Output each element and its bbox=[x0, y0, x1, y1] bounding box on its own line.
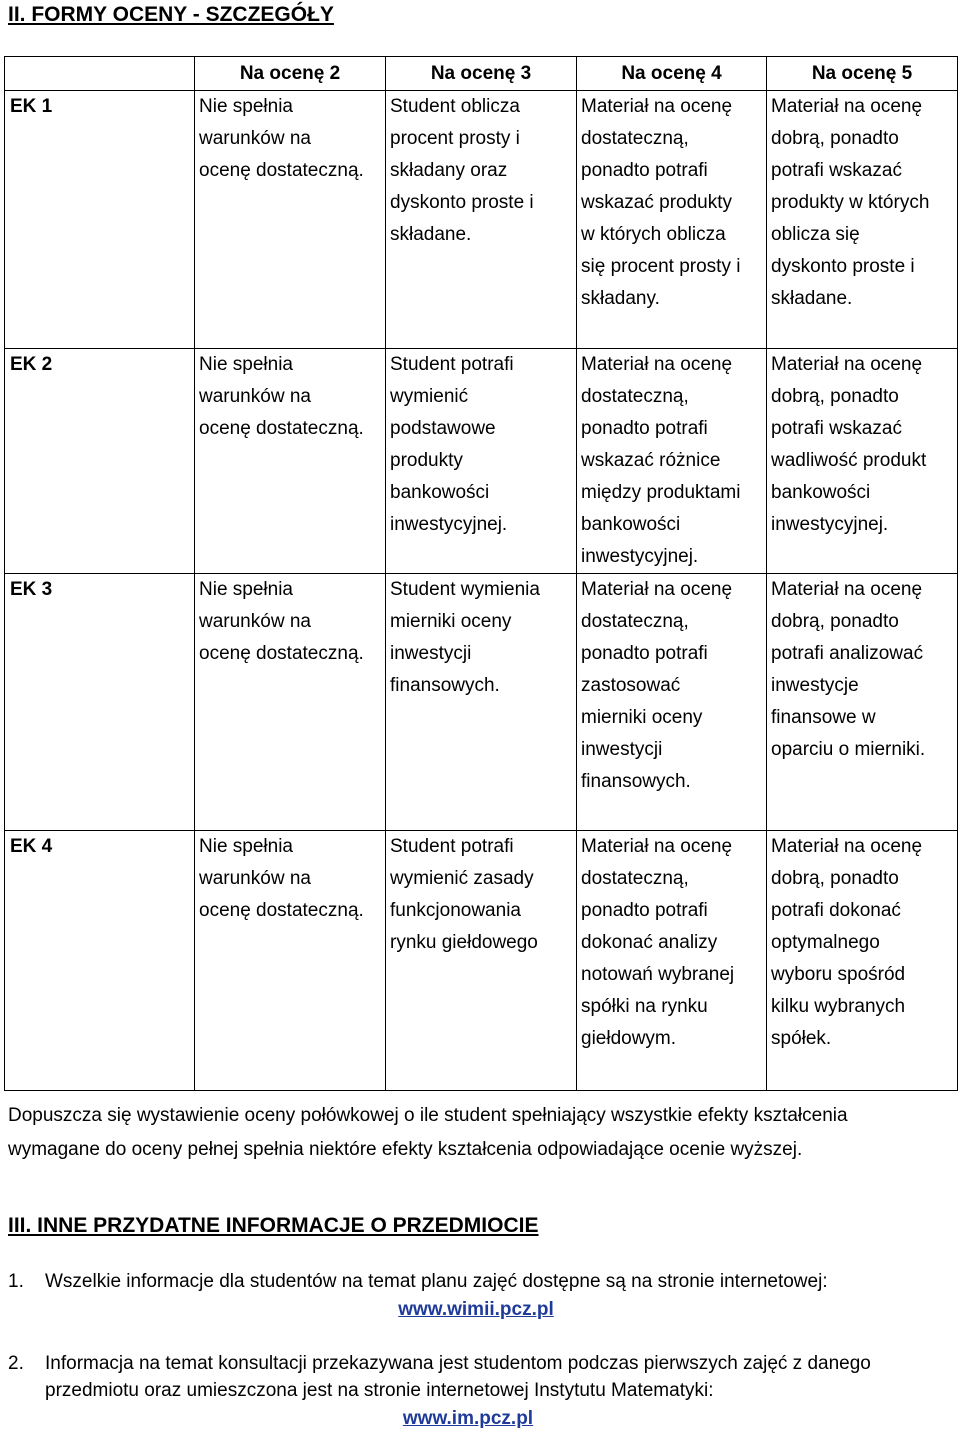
criteria-line: rynku giełdowego bbox=[390, 932, 538, 953]
criteria-line: ocenę dostateczną. bbox=[199, 160, 364, 181]
criteria-line: spółek. bbox=[771, 1028, 832, 1049]
criteria-line: dobrą, ponadto bbox=[771, 611, 899, 632]
criteria-line: Materiał na ocenę bbox=[581, 579, 733, 600]
criteria-line: finansowe w bbox=[771, 707, 876, 728]
criteria-line: inwestycyjnej. bbox=[771, 514, 889, 535]
criteria-line: wadliwość produkt bbox=[771, 450, 927, 471]
criteria-line: bankowości bbox=[771, 482, 871, 503]
header-empty bbox=[5, 57, 195, 91]
im-link[interactable]: www.im.pcz.pl bbox=[402, 1408, 534, 1429]
note-line: wymagane do oceny pełnej spełnia niektóre efekty kształcenia odpowiadające ocenie wyższej. bbox=[8, 1139, 803, 1160]
criteria-line: składane. bbox=[390, 224, 472, 245]
criteria-line: dokonać analizy bbox=[581, 932, 718, 953]
info-line: przedmiotu oraz umieszczona jest na stronie internetowej Instytutu Matematyki: bbox=[45, 1380, 714, 1401]
criteria-line: wyboru spośród bbox=[771, 964, 906, 985]
criteria-line: dobrą, ponadto bbox=[771, 386, 899, 407]
grade-3-criteria bbox=[386, 574, 577, 831]
criteria-line: bankowości bbox=[581, 514, 681, 535]
criteria-line: inwestycji bbox=[581, 739, 663, 760]
table-row bbox=[5, 831, 958, 1091]
grade-4-criteria bbox=[577, 574, 767, 831]
list-number: 2. bbox=[8, 1353, 24, 1374]
criteria-line: wskazać różnice bbox=[581, 450, 721, 471]
criteria-line: finansowych. bbox=[390, 675, 500, 696]
criteria-line: mierniki oceny bbox=[581, 707, 703, 728]
criteria-line: dyskonto proste i bbox=[390, 192, 534, 213]
criteria-line: potrafi dokonać bbox=[771, 900, 901, 921]
list-number: 1. bbox=[8, 1271, 24, 1292]
criteria-line: inwestycyjnej. bbox=[390, 514, 508, 535]
table-row bbox=[5, 91, 958, 349]
criteria-line: finansowych. bbox=[581, 771, 691, 792]
criteria-line: Materiał na ocenę bbox=[771, 836, 923, 857]
criteria-line: dostateczną, bbox=[581, 386, 689, 407]
criteria-line: Materiał na ocenę bbox=[771, 96, 923, 117]
criteria-line: między produktami bbox=[581, 482, 741, 503]
criteria-line: Materiał na ocenę bbox=[771, 354, 923, 375]
criteria-line: zastosować bbox=[581, 675, 681, 696]
section-heading-other-info: III. INNE PRZYDATNE INFORMACJE O PRZEDMIOCIE bbox=[8, 1214, 539, 1237]
criteria-line: potrafi wskazać bbox=[771, 160, 902, 181]
criteria-line: Materiał na ocenę bbox=[581, 96, 733, 117]
criteria-line: Student potrafi bbox=[390, 836, 514, 857]
header-grade-5: Na ocenę 5 bbox=[767, 57, 958, 91]
criteria-line: Materiał na ocenę bbox=[771, 579, 923, 600]
header-grade-2: Na ocenę 2 bbox=[195, 57, 386, 91]
criteria-line: podstawowe bbox=[390, 418, 496, 439]
criteria-line: Materiał na ocenę bbox=[581, 836, 733, 857]
criteria-line: ponadto potrafi bbox=[581, 900, 708, 921]
criteria-line: giełdowym. bbox=[581, 1028, 677, 1049]
criteria-line: warunków na bbox=[199, 386, 311, 407]
criteria-line: wskazać produkty bbox=[581, 192, 733, 213]
criteria-line: składany. bbox=[581, 288, 660, 309]
grade-3-criteria bbox=[386, 831, 577, 1091]
grade-5-criteria bbox=[767, 574, 958, 831]
criteria-line: dostateczną, bbox=[581, 128, 689, 149]
grade-5-criteria bbox=[767, 349, 958, 574]
learning-outcome-label: EK 2 bbox=[5, 349, 195, 574]
grade-3-criteria bbox=[386, 349, 577, 574]
section-heading-forms: II. FORMY OCENY - SZCZEGÓŁY bbox=[8, 3, 334, 26]
criteria-line: Nie spełnia bbox=[199, 96, 293, 117]
criteria-line: w których oblicza bbox=[581, 224, 726, 245]
info-line: Informacja na temat konsultacji przekazywana jest studentom podczas pierwszych zajęć z danego bbox=[45, 1353, 871, 1374]
criteria-line: się procent prosty i bbox=[581, 256, 741, 277]
criteria-line: kilku wybranych bbox=[771, 996, 906, 1017]
grade-2-criteria bbox=[195, 91, 386, 349]
criteria-line: wymienić bbox=[390, 386, 469, 407]
learning-outcome-label: EK 1 bbox=[5, 91, 195, 349]
grade-2-criteria bbox=[195, 574, 386, 831]
criteria-line: procent prosty i bbox=[390, 128, 520, 149]
grade-2-criteria bbox=[195, 831, 386, 1091]
criteria-line: dostateczną, bbox=[581, 611, 689, 632]
criteria-line: składane. bbox=[771, 288, 853, 309]
criteria-line: Materiał na ocenę bbox=[581, 354, 733, 375]
grading-table bbox=[4, 56, 958, 1091]
header-grade-3: Na ocenę 3 bbox=[386, 57, 577, 91]
info-item-1 bbox=[8, 1268, 956, 1323]
criteria-line: spółki na rynku bbox=[581, 996, 708, 1017]
criteria-line: dostateczną, bbox=[581, 868, 689, 889]
table-header-row bbox=[5, 57, 958, 91]
criteria-line: Student wymienia bbox=[390, 579, 540, 600]
learning-outcome-label: EK 4 bbox=[5, 831, 195, 1091]
criteria-line: oparciu o mierniki. bbox=[771, 739, 926, 760]
table-row bbox=[5, 574, 958, 831]
criteria-line: oblicza się bbox=[771, 224, 860, 245]
grade-5-criteria bbox=[767, 831, 958, 1091]
half-grade-note bbox=[8, 1099, 956, 1167]
criteria-line: ponadto potrafi bbox=[581, 643, 708, 664]
criteria-line: mierniki oceny bbox=[390, 611, 512, 632]
criteria-line: potrafi analizować bbox=[771, 643, 924, 664]
criteria-line: wymienić zasady bbox=[390, 868, 534, 889]
criteria-line: ponadto potrafi bbox=[581, 418, 708, 439]
criteria-line: produkty bbox=[390, 450, 463, 471]
criteria-line: inwestycyjnej. bbox=[581, 546, 699, 567]
criteria-line: optymalnego bbox=[771, 932, 880, 953]
criteria-line: Nie spełnia bbox=[199, 836, 293, 857]
learning-outcome-label: EK 3 bbox=[5, 574, 195, 831]
criteria-line: Student oblicza bbox=[390, 96, 520, 117]
criteria-line: warunków na bbox=[199, 868, 311, 889]
criteria-line: funkcjonowania bbox=[390, 900, 521, 921]
criteria-line: ocenę dostateczną. bbox=[199, 418, 364, 439]
criteria-line: inwestycje bbox=[771, 675, 859, 696]
grade-2-criteria bbox=[195, 349, 386, 574]
criteria-line: Nie spełnia bbox=[199, 354, 293, 375]
wimii-link[interactable]: www.wimii.pcz.pl bbox=[398, 1299, 554, 1320]
info-item-2 bbox=[8, 1350, 956, 1432]
grade-4-criteria bbox=[577, 349, 767, 574]
criteria-line: ocenę dostateczną. bbox=[199, 900, 364, 921]
grade-4-criteria bbox=[577, 91, 767, 349]
info-line: Wszelkie informacje dla studentów na temat planu zajęć dostępne są na stronie internetowej: bbox=[45, 1271, 828, 1292]
note-line: Dopuszcza się wystawienie oceny połówkowej o ile student spełniający wszystkie efekty kształcenia bbox=[8, 1105, 848, 1126]
criteria-line: warunków na bbox=[199, 128, 311, 149]
criteria-line: dobrą, ponadto bbox=[771, 868, 899, 889]
criteria-line: składany oraz bbox=[390, 160, 508, 181]
criteria-line: dobrą, ponadto bbox=[771, 128, 899, 149]
grade-4-criteria bbox=[577, 831, 767, 1091]
criteria-line: ponadto potrafi bbox=[581, 160, 708, 181]
criteria-line: produkty w których bbox=[771, 192, 930, 213]
criteria-line: warunków na bbox=[199, 611, 311, 632]
grade-3-criteria bbox=[386, 91, 577, 349]
criteria-line: bankowości bbox=[390, 482, 490, 503]
criteria-line: Nie spełnia bbox=[199, 579, 293, 600]
criteria-line: Student potrafi bbox=[390, 354, 514, 375]
criteria-line: inwestycji bbox=[390, 643, 472, 664]
criteria-line: potrafi wskazać bbox=[771, 418, 902, 439]
table-row bbox=[5, 349, 958, 574]
criteria-line: dyskonto proste i bbox=[771, 256, 915, 277]
grade-5-criteria bbox=[767, 91, 958, 349]
criteria-line: notowań wybranej bbox=[581, 964, 735, 985]
criteria-line: ocenę dostateczną. bbox=[199, 643, 364, 664]
header-grade-4: Na ocenę 4 bbox=[577, 57, 767, 91]
